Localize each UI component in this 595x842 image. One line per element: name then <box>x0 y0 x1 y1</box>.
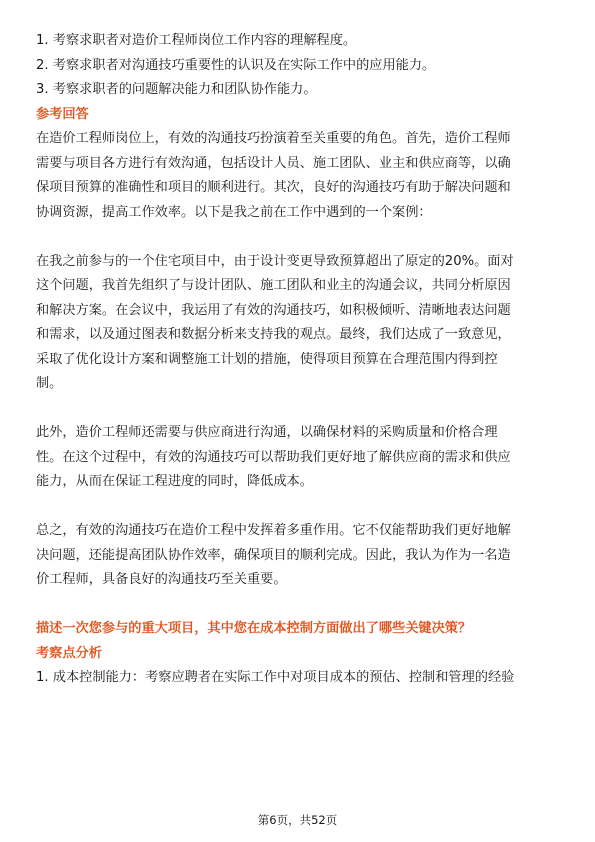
paragraph-gap <box>36 495 560 520</box>
page-number: 第6页，共52页 <box>257 813 338 827</box>
paragraph-line: 需要与项目各方进行有效沟通，包括设计人员、施工团队、业主和供应商等，以确 <box>36 155 511 171</box>
paragraph-line: 和需求，以及通过图表和数据分析来支持我的观点。最终，我们达成了一致意见， <box>36 327 511 342</box>
paragraph-line: 决问题，还能提高团队协作效率，确保项目的顺利完成。因此，我认为作为一名造 <box>36 547 511 563</box>
paragraph-line: 协调资源，提高工作效率。以下是我之前在工作中遇到的一个案例： <box>36 204 432 220</box>
intent-item: 3. 考察求职者的问题解决能力和团队协作能力。 <box>36 82 317 97</box>
answer-heading: 参考回答 <box>36 106 89 122</box>
paragraph-line: 采取了优化设计方案和调整施工计划的措施，使得项目预算在合理范围内得到控 <box>36 351 498 367</box>
answer-paragraph <box>36 127 560 225</box>
page-content <box>36 29 560 691</box>
paragraph-line: 价工程师，具备良好的沟通技巧至关重要。 <box>36 572 287 587</box>
answer-paragraph <box>36 250 560 397</box>
paragraph-gap <box>36 397 560 422</box>
intent-item: 2. 考察求职者对沟通技巧重要性的认识及在实际工作中的应用能力。 <box>36 57 436 73</box>
paragraph-gap <box>36 225 560 250</box>
question-heading: 描述一次您参与的重大项目，其中您在成本控制方面做出了哪些关键决策？ <box>36 621 472 636</box>
paragraph-line: 在我之前参与的一个住宅项目中，由于设计变更导致预算超出了原定的20%。面对 <box>36 253 514 269</box>
analysis-item: 1. 成本控制能力：考察应聘者在实际工作中对项目成本的预估、控制和管理的经验 <box>36 670 515 685</box>
answer-paragraph <box>36 519 560 593</box>
paragraph-line: 此外，造价工程师还需要与供应商进行沟通，以确保材料的采购质量和价格合理 <box>36 425 498 440</box>
paragraph-line: 能力，从而在保证工程进度的同时，降低成本。 <box>36 474 313 489</box>
intent-item: 1. 考察求职者对造价工程师岗位工作内容的理解程度。 <box>36 33 357 48</box>
paragraph-line: 性。在这个过程中，有效的沟通技巧可以帮助我们更好地了解供应商的需求和供应 <box>36 449 511 465</box>
paragraph-line: 这个问题，我首先组织了与设计团队、施工团队和业主的沟通会议，共同分析原因 <box>36 278 511 293</box>
paragraph-line: 制。 <box>36 376 63 391</box>
answer-paragraph <box>36 421 560 495</box>
paragraph-line: 保项目预算的准确性和项目的顺利进行。其次，良好的沟通技巧有助于解决问题和 <box>36 180 511 195</box>
paragraph-line: 和解决方案。在会议中，我运用了有效的沟通技巧，如积极倾听、清晰地表达问题 <box>36 302 511 318</box>
paragraph-gap <box>36 593 560 618</box>
paragraph-line: 总之，有效的沟通技巧在造价工程中发挥着多重作用。它不仅能帮助我们更好地解 <box>36 523 511 538</box>
analysis-heading: 考察点分析 <box>36 645 102 661</box>
paragraph-line: 在造价工程师岗位上，有效的沟通技巧扮演着至关重要的角色。首先，造价工程师 <box>36 131 511 146</box>
